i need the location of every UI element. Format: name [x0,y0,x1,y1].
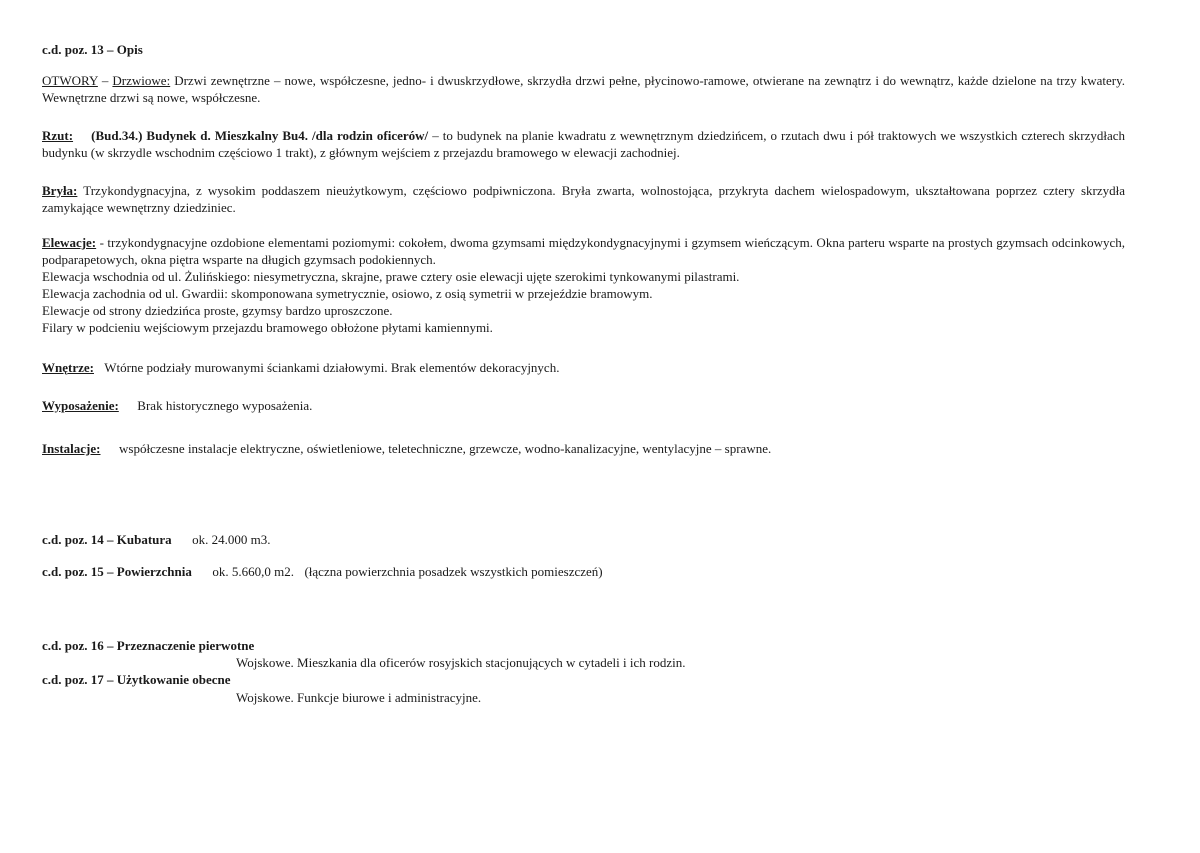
wnetrze-paragraph [42,359,559,376]
elewacje-line: Elewacje od strony dziedzińca proste, gzymsy bardzo uproszczone. [42,303,393,318]
elewacje-line: Filary w podcieniu wejściowym przejazdu bramowego obłożone płytami kamiennymi. [42,320,493,335]
instalacje-text: współczesne instalacje elektryczne, oświetleniowe, teletechniczne, grzewcze, wodno-kanalizacyjne, wentylacyjne – sprawne. [119,441,772,456]
section-17-value: Wojskowe. Funkcje biurowe i administracyjne. [236,690,482,705]
instalacje-paragraph [42,440,771,457]
elewacje-paragraph [42,234,1125,268]
bryla-label: Bryła: [42,183,78,198]
wyposazenie-label: Wyposażenie: [42,398,119,413]
rzut-text: – to budynek na planie kwadratu z wewnętrznym dziedzińcem, o rzutach dwu i pół traktowych we wszystkich czterech skrzydłach budynku (w skrzydle wschodnim częściowo 1 trakt), z głównym wejściem z przejazdu bramowego w elewacji zachodniej. [42,128,1126,160]
section-14 [42,531,271,548]
section-14-heading: c.d. poz. 14 – Kubatura [42,532,172,547]
wyposazenie-text: Brak historycznego wyposażenia. [137,398,313,413]
rzut-label: Rzut: [42,128,74,143]
bryla-text: Trzykondygnacyjna, z wysokim poddaszem nieużytkowym, częściowo podpiwniczona. Bryła zwarta, wolnostojąca, przykryta dachem wielospadowym, ukształtowana poprzez cztery skrzydła zamykające wewnętrzny dziedziniec. [42,183,1125,215]
rzut-paragraph [42,127,1125,161]
section-15-value: ok. 5.660,0 m2. [212,564,294,579]
bryla-paragraph [42,182,1125,216]
section-14-value: ok. 24.000 m3. [192,532,271,547]
wnetrze-label: Wnętrze: [42,360,94,375]
wnetrze-text: Wtórne podziały murowanymi ściankami działowymi. Brak elementów dekoracyjnych. [104,360,560,375]
section-16-heading: c.d. poz. 16 – Przeznaczenie pierwotne [42,638,255,653]
rzut-bold-text: (Bud.34.) Budynek d. Mieszkalny Bu4. /dla rodzin oficerów/ [91,128,429,143]
section-15 [42,563,603,580]
instalacje-label: Instalacje: [42,441,101,456]
section-13-heading: c.d. poz. 13 – Opis [42,42,143,57]
otwory-dash: – [101,73,109,88]
otwory-label: OTWORY [42,73,98,88]
elewacje-line: Elewacja zachodnia od ul. Gwardii: skomponowana symetrycznie, osiowo, z osią symetrii w przejeździe bramowym. [42,286,653,301]
section-16-value: Wojskowe. Mieszkania dla oficerów rosyjskich stacjonujących w cytadeli i ich rodzin. [236,655,686,670]
otwory-sublabel: Drzwiowe: [112,73,171,88]
elewacje-line: Elewacja wschodnia od ul. Żulińskiego: niesymetryczna, skrajne, prawe cztery osie elewacji ujęte szerokimi tynkowanymi pilastrami. [42,269,740,284]
section-15-heading: c.d. poz. 15 – Powierzchnia [42,564,192,579]
wyposazenie-paragraph [42,397,312,414]
elewacje-text: - trzykondygnacyjne ozdobione elementami poziomymi: cokołem, dwoma gzymsami międzykondygnacyjnymi i gzymsem wieńczącym. Okna parteru wsparte na prostych gzymsach odcinkowych, podparapetowych, okna piętra wsparte na długich gzymsach podokiennych. [42,235,1126,267]
otwory-paragraph [42,72,1125,106]
section-17-heading: c.d. poz. 17 – Użytkowanie obecne [42,672,231,687]
section-15-note: (łączna powierzchnia posadzek wszystkich pomieszczeń) [304,564,603,579]
elewacje-label: Elewacje: [42,235,97,250]
elewacje-block [42,234,1125,336]
otwory-text: Drzwi zewnętrzne – nowe, współczesne, jedno- i dwuskrzydłowe, skrzydła drzwi pełne, płycinowo-ramowe, otwierane na zewnątrz i do wewnątrz, każde dzielone na trzy kwatery. Wewnętrzne drzwi są nowe, współczesne. [42,73,1126,105]
